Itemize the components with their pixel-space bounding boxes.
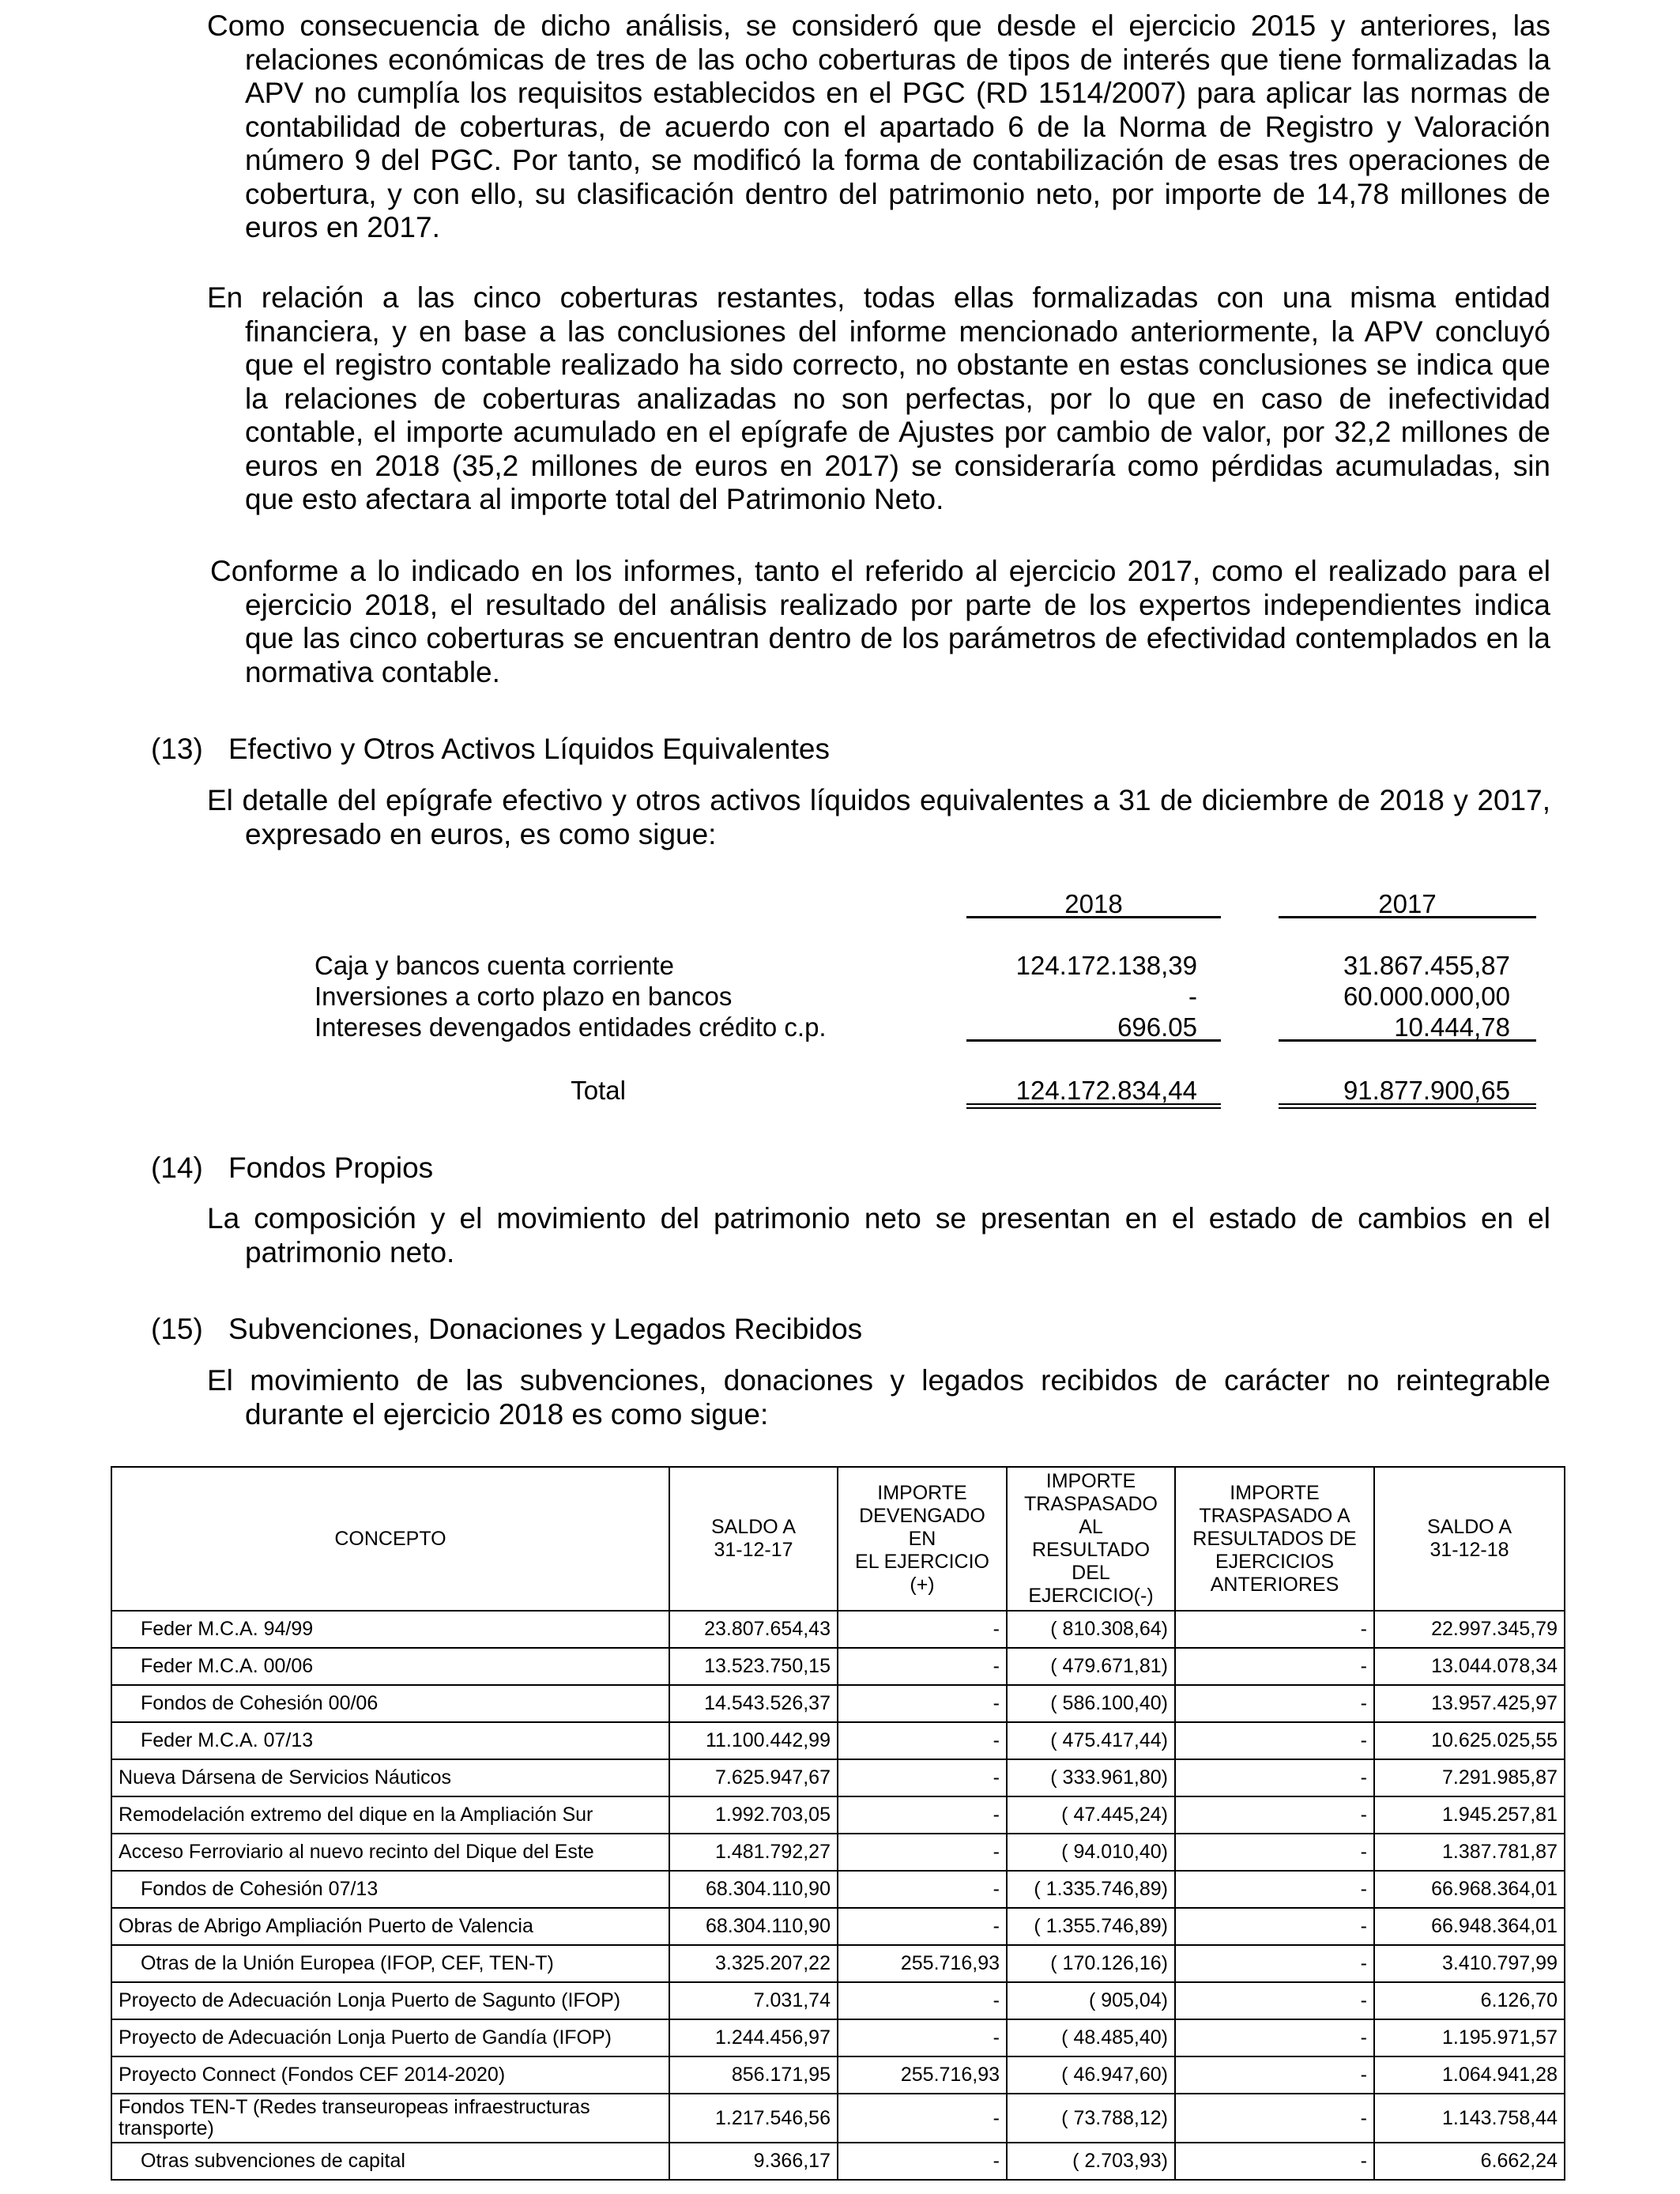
devengado-cell: - <box>838 1871 1007 1908</box>
column-header-traspasado-resultado: IMPORTE TRASPASADO AL RESULTADO DEL EJERCICIO(-) <box>1007 1467 1175 1611</box>
traspasado-anteriores-cell: - <box>1175 1982 1374 2019</box>
column-header-traspasado-anteriores: IMPORTE TRASPASADO A RESULTADOS DE EJERCICIOS ANTERIORES <box>1175 1467 1374 1611</box>
traspasado-resultado-cell: ( 73.788,12) <box>1007 2094 1175 2143</box>
table-row <box>111 1722 1565 1759</box>
paragraph-remaining-hedges: En relación a las cinco coberturas restantes, todas ellas formalizadas con una misma entidad financiera, y en base a las conclusiones del informe mencionado anteriormente, la APV concluyó que el registro contable realizado ha sido correcto, no obstante en estas conclusiones se indica que la relaciones de coberturas analizadas no son perfectas, por lo que en caso de inefectividad contable, el importe acumulado en el epígrafe de Ajustes por cambio de valor, por 32,2 millones de euros en 2018 (35,2 millones de euros en 2017) se consideraría como pérdidas acumuladas, sin que esto afectara al importe total del Patrimonio Neto. <box>207 281 1550 515</box>
subtotal-rule <box>966 1039 1221 1042</box>
saldo-2018-cell: 66.948.364,01 <box>1374 1908 1565 1945</box>
column-header-saldo-2018: SALDO A 31-12-18 <box>1374 1467 1565 1611</box>
total-value-2017: 91.877.900,65 <box>1343 1076 1510 1105</box>
row-value-2018: - <box>1188 982 1197 1011</box>
traspasado-anteriores-cell: - <box>1175 1908 1374 1945</box>
row-value-2017: 31.867.455,87 <box>1343 951 1510 980</box>
total-value-2018: 124.172.834,44 <box>1015 1076 1197 1105</box>
table-row <box>111 2094 1565 2143</box>
table-row <box>111 2143 1565 2180</box>
paragraph-reports-conclusion: Conforme a lo indicado en los informes, tanto el referido al ejercicio 2017, como el realizado para el ejercicio 2018, el resultado del análisis realizado por parte de los expertos independientes indica que las cinco coberturas se encuentran dentro de los parámetros de efectividad contemplados en la normativa contable. <box>210 555 1550 688</box>
row-label: Caja y bancos cuenta corriente <box>315 951 674 980</box>
table-row <box>111 1834 1565 1871</box>
devengado-cell: - <box>838 1834 1007 1871</box>
traspasado-anteriores-cell: - <box>1175 1796 1374 1834</box>
section-14-intro: La composición y el movimiento del patrimonio neto se presentan en el estado de cambios en el patrimonio neto. <box>207 1202 1550 1269</box>
table-row <box>111 1759 1565 1796</box>
concepto-cell: Proyecto de Adecuación Lonja Puerto de Sagunto (IFOP) <box>111 1982 669 2019</box>
traspasado-resultado-cell: ( 47.445,24) <box>1007 1796 1175 1834</box>
saldo-2017-cell: 1.217.546,56 <box>669 2094 838 2143</box>
concepto-cell: Fondos de Cohesión 00/06 <box>111 1685 669 1722</box>
devengado-cell: - <box>838 1908 1007 1945</box>
section-title: Efectivo y Otros Activos Líquidos Equivalentes <box>228 733 830 765</box>
row-value-2017: 10.444,78 <box>1394 1012 1510 1042</box>
section-14-heading <box>151 1152 433 1186</box>
total-double-rule <box>966 1103 1221 1109</box>
saldo-2018-cell: 13.957.425,97 <box>1374 1685 1565 1722</box>
traspasado-anteriores-cell: - <box>1175 2143 1374 2180</box>
concepto-cell: Otras de la Unión Europea (IFOP, CEF, TEN-T) <box>111 1945 669 1982</box>
saldo-2018-cell: 1.387.781,87 <box>1374 1834 1565 1871</box>
header-underline <box>966 916 1221 918</box>
saldo-2017-cell: 14.543.526,37 <box>669 1685 838 1722</box>
traspasado-resultado-cell: ( 475.417,44) <box>1007 1722 1175 1759</box>
table-row <box>111 1945 1565 1982</box>
concepto-cell: Remodelación extremo del dique en la Ampliación Sur <box>111 1796 669 1834</box>
devengado-cell: - <box>838 2019 1007 2056</box>
traspasado-resultado-cell: ( 170.126,16) <box>1007 1945 1175 1982</box>
section-15-heading <box>151 1313 862 1347</box>
traspasado-resultado-cell: ( 1.355.746,89) <box>1007 1908 1175 1945</box>
traspasado-resultado-cell: ( 333.961,80) <box>1007 1759 1175 1796</box>
traspasado-resultado-cell: ( 479.671,81) <box>1007 1648 1175 1685</box>
total-double-rule <box>1279 1103 1536 1109</box>
traspasado-anteriores-cell: - <box>1175 1759 1374 1796</box>
table-row <box>111 1685 1565 1722</box>
saldo-2018-cell: 13.044.078,34 <box>1374 1648 1565 1685</box>
concepto-cell: Fondos TEN-T (Redes transeuropeas infraestructuras transporte) <box>111 2094 669 2143</box>
column-header-2017: 2017 <box>1378 889 1437 918</box>
section-number: (14) <box>151 1152 203 1184</box>
devengado-cell: - <box>838 2094 1007 2143</box>
concepto-cell: Proyecto Connect (Fondos CEF 2014-2020) <box>111 2056 669 2094</box>
row-label: Intereses devengados entidades crédito c.p. <box>315 1012 827 1042</box>
section-title: Fondos Propios <box>228 1152 434 1184</box>
column-header-saldo-2017: SALDO A 31-12-17 <box>669 1467 838 1611</box>
saldo-2018-cell: 3.410.797,99 <box>1374 1945 1565 1982</box>
concepto-cell: Fondos de Cohesión 07/13 <box>111 1871 669 1908</box>
traspasado-resultado-cell: ( 46.947,60) <box>1007 2056 1175 2094</box>
traspasado-anteriores-cell: - <box>1175 1685 1374 1722</box>
saldo-2017-cell: 1.992.703,05 <box>669 1796 838 1834</box>
table-row <box>111 2056 1565 2094</box>
column-header-devengado: IMPORTE DEVENGADO EN EL EJERCICIO (+) <box>838 1467 1007 1611</box>
devengado-cell: - <box>838 1982 1007 2019</box>
total-label: Total <box>571 1076 626 1105</box>
subtotal-rule <box>1279 1039 1536 1042</box>
devengado-cell: 255.716,93 <box>838 1945 1007 1982</box>
saldo-2018-cell: 66.968.364,01 <box>1374 1871 1565 1908</box>
traspasado-resultado-cell: ( 48.485,40) <box>1007 2019 1175 2056</box>
devengado-cell: - <box>838 1685 1007 1722</box>
saldo-2018-cell: 6.126,70 <box>1374 1982 1565 2019</box>
concepto-cell: Feder M.C.A. 00/06 <box>111 1648 669 1685</box>
traspasado-resultado-cell: ( 905,04) <box>1007 1982 1175 2019</box>
section-number: (15) <box>151 1313 203 1345</box>
saldo-2017-cell: 9.366,17 <box>669 2143 838 2180</box>
table-row <box>111 1648 1565 1685</box>
devengado-cell: - <box>838 1759 1007 1796</box>
saldo-2018-cell: 10.625.025,55 <box>1374 1722 1565 1759</box>
concepto-cell: Feder M.C.A. 94/99 <box>111 1611 669 1648</box>
traspasado-resultado-cell: ( 2.703,93) <box>1007 2143 1175 2180</box>
saldo-2018-cell: 1.195.971,57 <box>1374 2019 1565 2056</box>
traspasado-resultado-cell: ( 810.308,64) <box>1007 1611 1175 1648</box>
concepto-cell: Otras subvenciones de capital <box>111 2143 669 2180</box>
row-value-2018: 696.05 <box>1117 1012 1197 1042</box>
traspasado-anteriores-cell: - <box>1175 2094 1374 2143</box>
devengado-cell: - <box>838 2143 1007 2180</box>
traspasado-anteriores-cell: - <box>1175 1722 1374 1759</box>
paragraph-hedging-analysis: Como consecuencia de dicho análisis, se consideró que desde el ejercicio 2015 y anteriores, las relaciones económicas de tres de las ocho coberturas de tipos de interés que tiene formalizadas la APV no cumplía los requisitos establecidos en el PGC (RD 1514/2007) para aplicar las normas de contabilidad de coberturas, de acuerdo con el apartado 6 de la Norma de Registro y Valoración número 9 del PGC. Por tanto, se modificó la forma de contabilización de esas tres operaciones de cobertura, y con ello, su clasificación dentro del patrimonio neto, por importe de 14,78 millones de euros en 2017. <box>207 9 1550 243</box>
section-13-intro: El detalle del epígrafe efectivo y otros activos líquidos equivalentes a 31 de diciembre de 2018 y 2017, expresado en euros, es como sigue: <box>207 784 1550 850</box>
section-15-intro: El movimiento de las subvenciones, donaciones y legados recibidos de carácter no reintegrable durante el ejercicio 2018 es como sigue: <box>207 1364 1550 1431</box>
saldo-2018-cell: 6.662,24 <box>1374 2143 1565 2180</box>
saldo-2017-cell: 856.171,95 <box>669 2056 838 2094</box>
saldo-2017-cell: 68.304.110,90 <box>669 1908 838 1945</box>
row-value-2018: 124.172.138,39 <box>1015 951 1197 980</box>
traspasado-resultado-cell: ( 1.335.746,89) <box>1007 1871 1175 1908</box>
saldo-2017-cell: 11.100.442,99 <box>669 1722 838 1759</box>
row-label: Inversiones a corto plazo en bancos <box>315 982 733 1011</box>
section-title: Subvenciones, Donaciones y Legados Recibidos <box>228 1313 863 1345</box>
devengado-cell: - <box>838 1648 1007 1685</box>
devengado-cell: - <box>838 1722 1007 1759</box>
traspasado-anteriores-cell: - <box>1175 1871 1374 1908</box>
saldo-2017-cell: 68.304.110,90 <box>669 1871 838 1908</box>
row-value-2017: 60.000.000,00 <box>1343 982 1510 1011</box>
saldo-2017-cell: 7.625.947,67 <box>669 1759 838 1796</box>
concepto-cell: Nueva Dársena de Servicios Náuticos <box>111 1759 669 1796</box>
saldo-2018-cell: 1.064.941,28 <box>1374 2056 1565 2094</box>
table-row <box>111 1908 1565 1945</box>
section-number: (13) <box>151 733 203 765</box>
traspasado-anteriores-cell: - <box>1175 2019 1374 2056</box>
traspasado-anteriores-cell: - <box>1175 1648 1374 1685</box>
table-header-row <box>111 1467 1565 1611</box>
saldo-2017-cell: 1.481.792,27 <box>669 1834 838 1871</box>
column-header-2018: 2018 <box>1064 889 1123 918</box>
table-row <box>111 1796 1565 1834</box>
traspasado-resultado-cell: ( 94.010,40) <box>1007 1834 1175 1871</box>
devengado-cell: - <box>838 1611 1007 1648</box>
section-13-heading <box>151 733 830 767</box>
saldo-2018-cell: 7.291.985,87 <box>1374 1759 1565 1796</box>
traspasado-anteriores-cell: - <box>1175 1611 1374 1648</box>
traspasado-anteriores-cell: - <box>1175 2056 1374 2094</box>
concepto-cell: Feder M.C.A. 07/13 <box>111 1722 669 1759</box>
saldo-2018-cell: 1.945.257,81 <box>1374 1796 1565 1834</box>
saldo-2017-cell: 7.031,74 <box>669 1982 838 2019</box>
traspasado-anteriores-cell: - <box>1175 1945 1374 1982</box>
saldo-2017-cell: 13.523.750,15 <box>669 1648 838 1685</box>
saldo-2017-cell: 23.807.654,43 <box>669 1611 838 1648</box>
saldo-2018-cell: 1.143.758,44 <box>1374 2094 1565 2143</box>
traspasado-anteriores-cell: - <box>1175 1834 1374 1871</box>
saldo-2017-cell: 3.325.207,22 <box>669 1945 838 1982</box>
saldo-2018-cell: 22.997.345,79 <box>1374 1611 1565 1648</box>
saldo-2017-cell: 1.244.456,97 <box>669 2019 838 2056</box>
header-underline <box>1279 916 1536 918</box>
devengado-cell: 255.716,93 <box>838 2056 1007 2094</box>
table-row <box>111 1982 1565 2019</box>
traspasado-resultado-cell: ( 586.100,40) <box>1007 1685 1175 1722</box>
devengado-cell: - <box>838 1796 1007 1834</box>
concepto-cell: Proyecto de Adecuación Lonja Puerto de Gandía (IFOP) <box>111 2019 669 2056</box>
table-row <box>111 1611 1565 1648</box>
table-row <box>111 1871 1565 1908</box>
concepto-cell: Obras de Abrigo Ampliación Puerto de Valencia <box>111 1908 669 1945</box>
concepto-cell: Acceso Ferroviario al nuevo recinto del Dique del Este <box>111 1834 669 1871</box>
table-row <box>111 2019 1565 2056</box>
column-header-concepto: CONCEPTO <box>111 1467 669 1611</box>
subsidies-movement-table <box>111 1466 1565 2181</box>
